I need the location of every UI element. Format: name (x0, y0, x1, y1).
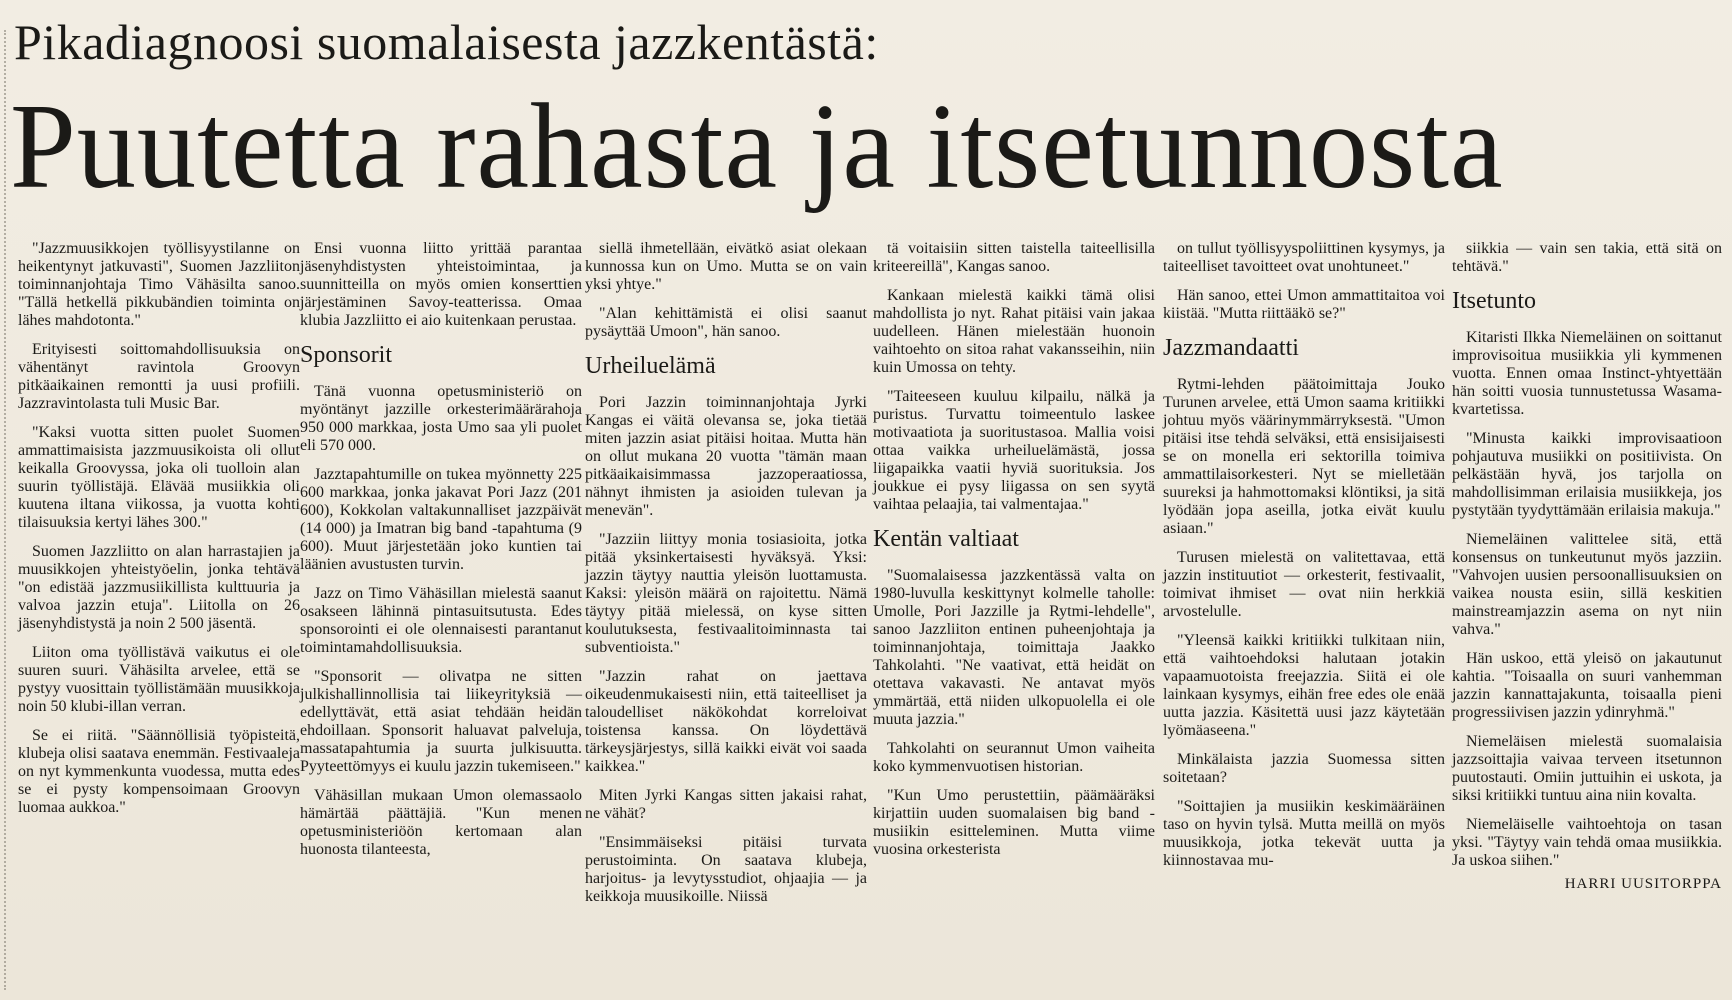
article-paragraph: on tullut työllisyyspoliittinen kysymys, ja taiteelliset tavoitteet ovat unohtuneet." (1163, 240, 1445, 275)
article-paragraph: "Ensimmäiseksi pitäisi turvata perustoiminta. On saatava klubeja, harjoitus- ja levytysstudiot, ohjaajia — ja keikkoja muusikoille. Niissä (585, 834, 867, 905)
article-paragraph: "Jazziin liittyy monia tosiasioita, jotka pitää yksinkertaisesti hyväksyä. Yksi: jazzin täytyy nauttia yleisön luottamusta. Kaksi: yleisön määrä on rajoitettu. Nämä täytyy pitää mielessä, on kyse sitten koulutuksesta, festivaalitoiminnasta tai subventioista." (585, 531, 867, 656)
article-paragraph: "Taiteeseen kuuluu kilpailu, nälkä ja puristus. Turvattu toimeentulo laskee motivaatiota ja suoritustasoa. Mallia voisi ottaa vaikka urheiluelämästä, jossa liigapaikka vaatii hyviä suorituksia. Jos joukkue ei pysy liigassa on sen syytä vaihtaa pelaajia, tai valmentajaa." (873, 388, 1155, 513)
section-subheading: Urheiluelämä (585, 353, 716, 379)
article-paragraph: Se ei riitä. "Säännöllisiä työpisteitä, klubeja olisi saatava enemmän. Festivaaleja on nyt kymmenkunta vuodessa, mutta edes se ei pysty kompensoimaan Groovyn luomaa aukkoa." (18, 727, 300, 816)
article-column-5 (1163, 240, 1445, 881)
article-paragraph: Niemeläisen mielestä suomalaisia jazzsoittajia vaivaa terveen itsetunnon puutostauti. Omiin juttuihin ei uskota, ja siksi kritiikki tuntuu aina niin kovalta. (1452, 733, 1722, 804)
article-paragraph: tä voitaisiin sitten taistella taiteellisilla kriteereillä", Kangas sanoo. (873, 240, 1155, 275)
article-paragraph: Niemeläinen valittelee sitä, että konsensus on tunkeutunut myös jazziin. "Vahvojen uusien persoonallisuuksien on vaikea nousta esiin, sillä keskitien mainstreamjazzin asema on nyt niin vahva." (1452, 531, 1722, 638)
article-paragraph: "Minusta kaikki improvisaatioon pohjautuva musiikki on positiivista. On pelkästään hyvä, jos tarjolla on mahdollisimman erilaisia musiikkeja, jos pystytään tyydyttämään erilaisia makuja." (1452, 430, 1722, 519)
article-paragraph: "Kaksi vuotta sitten puolet Suomen ammattimaisista jazzmuusikoista oli ollut keikalla Groovyssa, joka oli tuolloin alan suurin työllistäjä. Elävää musiikkia oli kuutena iltana viikossa, ja vuotta kohti tilaisuuksia kertyi lähes 300." (18, 424, 300, 531)
article-paragraph: Suomen Jazzliitto on alan harrastajien ja muusikkojen yhteistyöelin, jonka tehtävä "on edistää jazzmusiikillista kulttuuria ja valvoa jazzin etuja". Liitolla on 26 jäsenyhdistystä ja noin 2 500 jäsentä. (18, 543, 300, 632)
article-column-3 (585, 240, 867, 917)
article-paragraph: "Jazzmuusikkojen työllisyystilanne on heikentynyt jatkuvasti", Suomen Jazzliiton toiminnanjohtaja Timo Vähäsilta sanoo. "Tällä hetkellä pikkubändien toiminta on lähes mahdotonta." (18, 240, 300, 329)
article-paragraph: "Suomalaisessa jazzkentässä valta on 1980-luvulla keskittynyt kolmelle taholle: Umolle, Pori Jazzille ja Rytmi-lehdelle", sanoo Jazzliiton entinen puheenjohtaja ja toiminnanjohtaja, toimittaja Jaakko Tahkolahti. "Ne vaativat, että heidät on otettava vakavasti. Ne antavat myös ymmärtää, että niiden ulkopuolella ei ole muuta jazzia." (873, 567, 1155, 728)
article-paragraph: Jazztapahtumille on tukea myönnetty 225 600 markkaa, jonka jakavat Pori Jazz (201 600), Kokkolan valtakunnalliset jazzpäivät (14 000) ja Imatran big band -tapahtuma (9 600). Muut järjestetään joko kuntien tai läänien avustusten turvin. (300, 466, 582, 573)
article-paragraph: "Jazzin rahat on jaettava oikeudenmukaisesti niin, että taiteelliset ja taloudelliset näkökohdat korreloivat toistensa kanssa. On löydettävä tärkeysjärjestys, sillä kaikki eivät voi saada kaikkea." (585, 668, 867, 775)
section-subheading: Jazzmandaatti (1163, 335, 1299, 361)
article-paragraph: Hän uskoo, että yleisö on jakautunut kahtia. "Toisaalla on suuri vanhemman jazzin kannattajakunta, toisaalla pieni progressiivisen jazzin ydinryhmä." (1452, 650, 1722, 721)
article-column-6 (1452, 240, 1722, 904)
article-paragraph: Pori Jazzin toiminnanjohtaja Jyrki Kangas ei väitä olevansa se, joka tietää miten jazzin asiat pitäisi hoitaa. Mutta hän on ollut mukana 20 vuotta "tämän maan pitkäaikaisimmassa jazzoperaatiossa, nähnyt ihmisten ja asioiden tulevan ja menevän". (585, 394, 867, 519)
section-subheading: Itsetunto (1452, 288, 1536, 314)
article-paragraph: Minkälaista jazzia Suomessa sitten soitetaan? (1163, 751, 1445, 786)
article-paragraph: Turusen mielestä on valitettavaa, että jazzin instituutiot — orkesterit, festivaalit, toimivat ihmiset — ovat niin herkkiä arvostelulle. (1163, 549, 1445, 620)
article-paragraph: "Sponsorit — olivatpa ne sitten julkishallinnollisia tai liikeyrityksiä — edellyttävät, että asiat tehdään heidän ehdoillaan. Sponsorit haluavat palveluja, massatapahtumia ja suurta julkisuutta. Pyyteettömyys ei kuulu jazzin tukemiseen." (300, 668, 582, 775)
article-paragraph: Tahkolahti on seurannut Umon vaiheita koko kymmenvuotisen historian. (873, 740, 1155, 775)
article-paragraph: Vähäsillan mukaan Umon olemassaolo hämärtää päättäjiä. "Kun menen opetusministeriöön kertomaan alan huonosta tilanteesta, (300, 787, 582, 858)
article-paragraph: siikkia — vain sen takia, että sitä on tehtävä." (1452, 240, 1722, 275)
article-paragraph: Rytmi-lehden päätoimittaja Jouko Turunen arvelee, että Umon saama kritiikki johtuu myös väärinymmärryksestä. "Umon pitäisi itse tehdä selväksi, että ensisijaisesti se on monella eri sektorilla toimiva ammattilaisorkesteri. Nyt se mielletään suureksi ja hahmottomaksi klöntiksi, ja sitä lyödään jopa aseilla, jotka eivät kuulu asiaan." (1163, 376, 1445, 537)
article-column-2 (300, 240, 582, 870)
article-column-4 (873, 240, 1155, 870)
article-paragraph: "Yleensä kaikki kritiikki tulkitaan niin, että vaihtoehdoksi halutaan jotakin vapaamuotoista freejazzia. Siitä ei ole lainkaan kysymys, eihän free edes ole enää uutta jazzia. Käsitettä uusi jazz käytetään lyömäaseena." (1163, 632, 1445, 739)
article-column-1 (18, 240, 300, 828)
article-paragraph: Kitaristi Ilkka Niemeläinen on soittanut improvisoitua musiikkia yli kymmenen vuotta. Ennen omaa Instinct-yhtyettään hän soitti vuosia tunnustetussa Wasama-kvartetissa. (1452, 329, 1722, 418)
article-paragraph: Ensi vuonna liitto yrittää parantaa jäsenyhdistysten yhteistoimintaa, ja suunnitteilla on myös omien konserttien järjestäminen Savoy-teatterissa. Omaa klubia Jazzliitto ei aio kuitenkaan perustaa. (300, 240, 582, 329)
article-paragraph: "Kun Umo perustettiin, päämääräksi kirjattiin uuden suomalaisen big band -musiikin esitteleminen. Mutta viime vuosina orkesterista (873, 787, 1155, 858)
author-byline: HARRI UUSITORPPA (1564, 876, 1722, 892)
article-paragraph: "Alan kehittämistä ei olisi saanut pysäyttää Umoon", hän sanoo. (585, 305, 867, 340)
article-paragraph: Liiton oma työllistävä vaikutus ei ole suuren suuri. Vähäsilta arvelee, että se pystyy vuosittain työllistämään muusikkoja noin 50 klubi-illan verran. (18, 644, 300, 715)
article-paragraph: Erityisesti soittomahdollisuuksia on vähentänyt ravintola Groovyn pitkäaikainen remontti ja uusi profiili. Jazzravintolasta tuli Music Bar. (18, 341, 300, 412)
section-subheading: Sponsorit (300, 342, 393, 368)
section-subheading: Kentän valtiaat (873, 526, 1019, 552)
article-paragraph: Jazz on Timo Vähäsillan mielestä saanut osakseen lähinnä pintasuitsutusta. Edes sponsorointi ei ole olennaisesti parantanut toimintamahdollisuuksia. (300, 585, 582, 656)
article-paragraph: siellä ihmetellään, eivätkö asiat olekaan kunnossa kun on Umo. Mutta se on vain yksi yhtye." (585, 240, 867, 293)
article-paragraph: Hän sanoo, ettei Umon ammattitaitoa voi kiistää. "Mutta riittääkö se?" (1163, 287, 1445, 322)
article-headline: Puutetta rahasta ja itsetunnosta (10, 79, 1504, 214)
article-paragraph: Niemeläiselle vaihtoehtoja on tasan yksi. "Täytyy vain tehdä omaa musiikkia. Ja uskoa siihen." (1452, 816, 1722, 869)
article-paragraph: "Soittajien ja musiikin keskimääräinen taso on hyvin tylsä. Mutta meillä on myös muusikkoja, jotka tekevät uutta ja kiinnostavaa mu- (1163, 798, 1445, 869)
article-paragraph: Kankaan mielestä kaikki tämä olisi mahdollista jo nyt. Rahat pitäisi vain jakaa uudelleen. Hänen mielestään huonoin vaihtoehto on sitoa rahat vakansseihin, niin kuin Umossa on tehty. (873, 287, 1155, 376)
article-paragraph: Miten Jyrki Kangas sitten jakaisi rahat, ne vähät? (585, 787, 867, 822)
article-kicker: Pikadiagnoosi suomalaisesta jazzkentästä: (14, 14, 879, 70)
article-paragraph: Tänä vuonna opetusministeriö on myöntänyt jazzille orkesterimäärärahoja 950 000 markkaa, josta Umo saa yli puolet eli 570 000. (300, 383, 582, 454)
